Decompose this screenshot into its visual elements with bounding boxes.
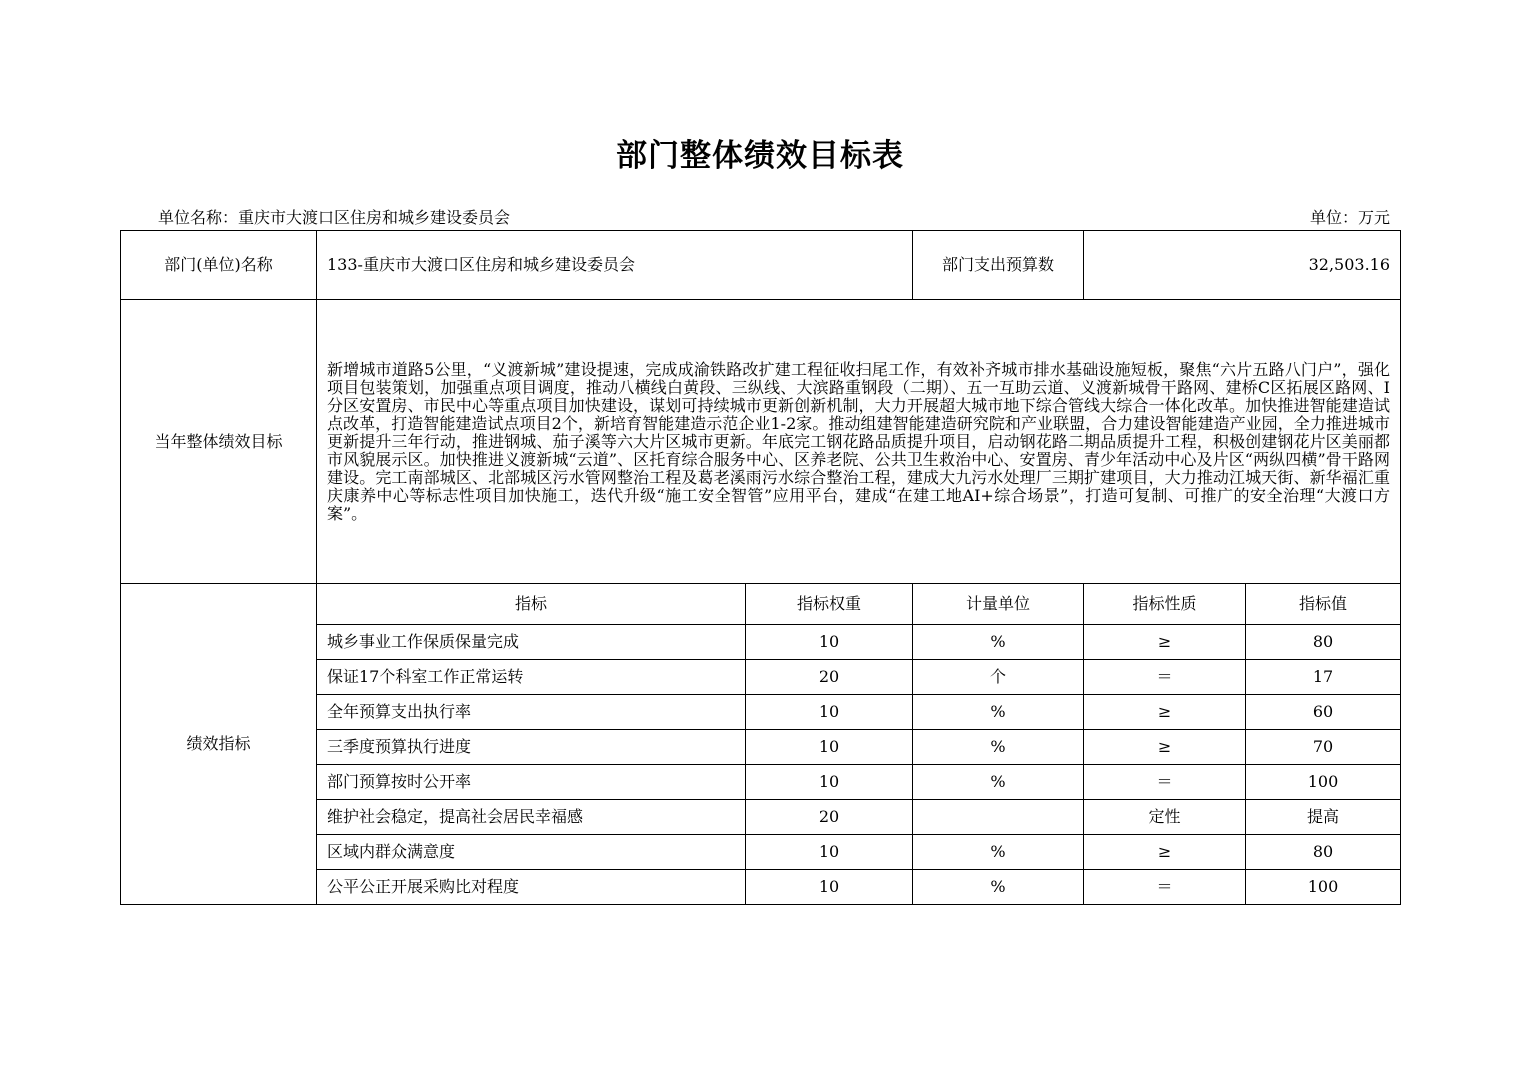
indicator-nature: ≥	[1084, 625, 1246, 660]
indicator-unit	[913, 800, 1084, 835]
indicator-name: 部门预算按时公开率	[317, 765, 746, 800]
column-header: 指标权重	[746, 584, 913, 625]
indicator-value: 100	[1246, 870, 1401, 905]
indicator-weight: 10	[746, 730, 913, 765]
indicator-value: 100	[1246, 765, 1401, 800]
goal-label: 当年整体绩效目标	[121, 300, 317, 584]
unit-currency: 单位：万元	[1309, 208, 1390, 227]
indicator-nature: ≥	[1084, 835, 1246, 870]
budget-value: 32,503.16	[1084, 231, 1401, 300]
column-header: 指标性质	[1084, 584, 1246, 625]
indicator-unit: %	[913, 835, 1084, 870]
indicator-weight: 10	[746, 870, 913, 905]
dept-label: 部门(单位)名称	[121, 231, 317, 300]
indicator-header-row	[121, 584, 1401, 625]
unit-name: 单位名称：重庆市大渡口区住房和城乡建设委员会	[158, 208, 511, 227]
indicator-name: 公平公正开展采购比对程度	[317, 870, 746, 905]
indicator-nature: ＝	[1084, 870, 1246, 905]
performance-table	[120, 230, 1401, 905]
indicator-nature: ＝	[1084, 660, 1246, 695]
indicator-value: 80	[1246, 625, 1401, 660]
indicator-nature: ≥	[1084, 695, 1246, 730]
indicator-value: 17	[1246, 660, 1401, 695]
indicator-weight: 10	[746, 835, 913, 870]
indicator-weight: 10	[746, 695, 913, 730]
column-header: 指标	[317, 584, 746, 625]
dept-row	[121, 231, 1401, 300]
indicator-unit: %	[913, 870, 1084, 905]
indicator-name: 保证17个科室工作正常运转	[317, 660, 746, 695]
indicator-name: 三季度预算执行进度	[317, 730, 746, 765]
indicator-unit: %	[913, 730, 1084, 765]
indicator-name: 维护社会稳定，提高社会居民幸福感	[317, 800, 746, 835]
indicator-name: 城乡事业工作保质保量完成	[317, 625, 746, 660]
indicator-unit: %	[913, 695, 1084, 730]
indicators-label: 绩效指标	[121, 584, 317, 905]
column-header: 指标值	[1246, 584, 1401, 625]
indicator-weight: 10	[746, 625, 913, 660]
indicator-nature: 定性	[1084, 800, 1246, 835]
indicator-weight: 10	[746, 765, 913, 800]
page-title: 部门整体绩效目标表	[616, 138, 904, 174]
indicator-nature: ≥	[1084, 730, 1246, 765]
indicator-unit: %	[913, 765, 1084, 800]
goal-text: 新增城市道路5公里，“义渡新城”建设提速，完成成渝铁路改扩建工程征收扫尾工作，有效补齐城市排水基础设施短板，聚焦“六片五路八门户”，强化项目包装策划，加强重点项目调度，推动八横线白黄段、三纵线、大滨路重钢段（二期）、五一互助云道、义渡新城骨干路网、建桥C区拓展区路网、I分区安置房、市民中心等重点项目加快建设，谋划可持续城市更新创新机制，大力开展超大城市地下综合管线大综合一体化改革。加快推进智能建造试点改革，打造智能建造试点项目2个，新培育智能建造示范企业1-2家。推动组建智能建造研究院和产业联盟，合力建设智能建造产业园，全力推进城市更新提升三年行动，推进钢城、茄子溪等六大片区城市更新。年底完工钢花路品质提升项目，启动钢花路二期品质提升工程，积极创建钢花片区美丽都市风貌展示区。加快推进义渡新城“云道”、区托育综合服务中心、区养老院、公共卫生救治中心、安置房、青少年活动中心及片区“两纵四横”骨干路网建设。完工南部城区、北部城区污水管网整治工程及葛老溪雨污水综合整治工程，建成大九污水处理厂三期扩建项目，大力推动江城天街、新华福汇重庆康养中心等标志性项目加快施工，迭代升级“施工安全智管”应用平台，建成“在建工地AI+综合场景”，打造可复制、可推广的安全治理“大渡口方案”。	[317, 300, 1401, 584]
indicator-value: 提高	[1246, 800, 1401, 835]
indicator-name: 全年预算支出执行率	[317, 695, 746, 730]
indicator-value: 60	[1246, 695, 1401, 730]
budget-label: 部门支出预算数	[913, 231, 1084, 300]
indicator-unit: 个	[913, 660, 1084, 695]
goal-row	[121, 300, 1401, 584]
column-header: 计量单位	[913, 584, 1084, 625]
indicator-name: 区域内群众满意度	[317, 835, 746, 870]
indicator-weight: 20	[746, 800, 913, 835]
indicator-value: 70	[1246, 730, 1401, 765]
indicator-unit: %	[913, 625, 1084, 660]
indicator-nature: ＝	[1084, 765, 1246, 800]
indicator-value: 80	[1246, 835, 1401, 870]
indicator-weight: 20	[746, 660, 913, 695]
dept-value: 133-重庆市大渡口区住房和城乡建设委员会	[317, 231, 913, 300]
